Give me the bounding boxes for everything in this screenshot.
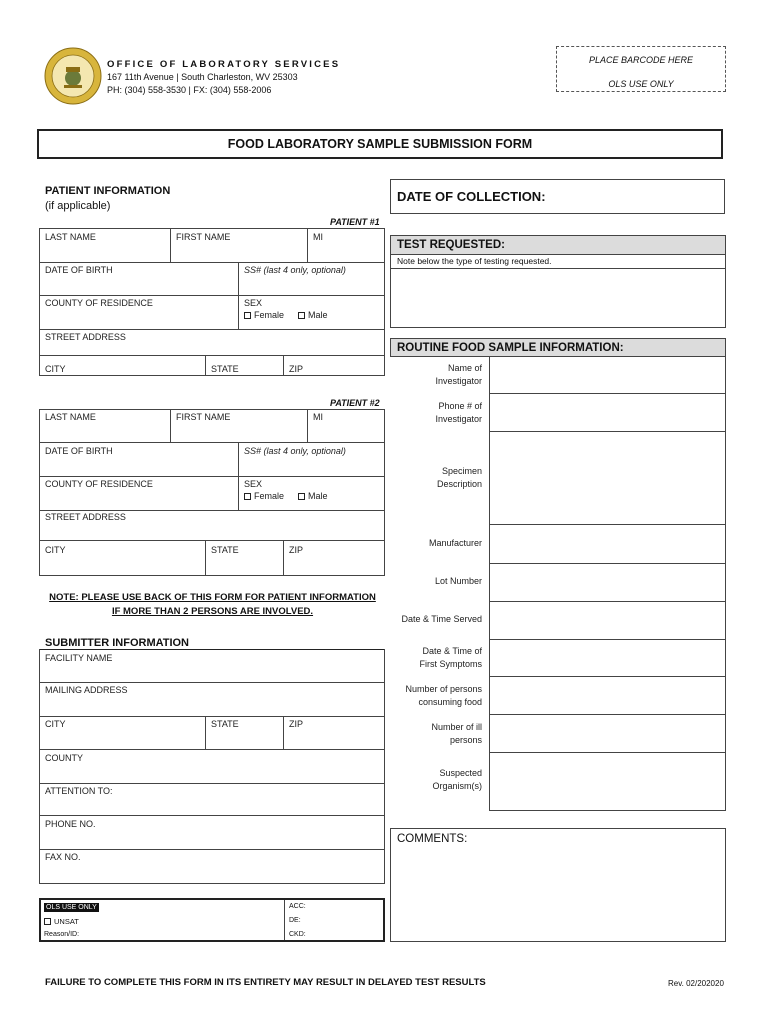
submitter-heading: SUBMITTER INFORMATION (45, 637, 190, 649)
p1-street-field[interactable]: STREET ADDRESS (45, 332, 126, 342)
reason-id-field[interactable]: Reason/ID: (44, 931, 80, 938)
comments-label: COMMENTS: (397, 833, 468, 845)
routine-heading: ROUTINE FOOD SAMPLE INFORMATION: (390, 338, 726, 357)
p2-street-field[interactable]: STREET ADDRESS (45, 512, 126, 522)
barcode-sub: OLS USE ONLY (608, 79, 674, 89)
test-requested-heading: TEST REQUESTED: (390, 235, 726, 255)
form-title: FOOD LABORATORY SAMPLE SUBMISSION FORM (227, 137, 533, 151)
office-name: OFFICE OF LABORATORY SERVICES (107, 59, 341, 70)
submitter-zip-field[interactable]: ZIP (289, 719, 304, 729)
facility-name-field[interactable]: FACILITY NAME (45, 653, 113, 663)
p2-mi-field[interactable]: MI (313, 412, 323, 422)
routine-label-organisms: Suspected Organism(s) (432, 768, 482, 791)
p1-city-field[interactable]: CITY (45, 364, 66, 374)
routine-grid (489, 356, 726, 811)
routine-label-investigator-name: Name of Investigator (435, 363, 482, 386)
test-requested-box[interactable] (390, 254, 726, 328)
p1-dob-field[interactable]: DATE OF BIRTH (45, 265, 113, 275)
p1-male-checkbox[interactable]: Male (298, 310, 328, 320)
office-phone-fax: PH: (304) 558-3530 | FX: (304) 558-2006 (107, 85, 272, 95)
revision-label: Rev. 02/202020 (668, 979, 724, 988)
p2-last-name-field[interactable]: LAST NAME (45, 412, 96, 422)
patient1-label: PATIENT #1 (330, 217, 380, 227)
unsat-checkbox[interactable]: UNSAT (44, 917, 79, 926)
p2-first-name-field[interactable]: FIRST NAME (176, 412, 231, 422)
submitter-county-field[interactable]: COUNTY (45, 753, 83, 763)
attention-to-field[interactable]: ATTENTION TO: (45, 786, 113, 796)
p1-state-field[interactable]: STATE (211, 364, 239, 374)
date-of-collection-box[interactable] (390, 179, 725, 214)
barcode-box (556, 46, 726, 92)
barcode-label: PLACE BARCODE HERE (588, 55, 694, 65)
routine-label-specimen: Specimen Description (436, 466, 482, 489)
p1-mi-field[interactable]: MI (313, 232, 323, 242)
p1-last-name-field[interactable]: LAST NAME (45, 232, 96, 242)
date-of-collection-label: DATE OF COLLECTION: (397, 189, 546, 204)
routine-label-first-symptoms: Date & Time of First Symptoms (419, 646, 482, 669)
phone-no-field[interactable]: PHONE NO. (45, 819, 96, 829)
p1-zip-field[interactable]: ZIP (289, 364, 304, 374)
submitter-city-field[interactable]: CITY (45, 719, 66, 729)
p2-zip-field[interactable]: ZIP (289, 545, 304, 555)
p2-state-field[interactable]: STATE (211, 545, 239, 555)
routine-label-investigator-phone: Phone # of Investigator (435, 401, 482, 424)
note-text: NOTE: PLEASE USE BACK OF THIS FORM FOR PATIENT INFORMATION IF MORE THAN 2 PERSONS ARE INVOLVED. (49, 592, 376, 617)
p1-first-name-field[interactable]: FIRST NAME (176, 232, 231, 242)
mailing-address-field[interactable]: MAILING ADDRESS (45, 685, 128, 695)
patient-info-sub: (if applicable) (45, 200, 111, 212)
acc-field[interactable]: ACC: (289, 903, 306, 910)
p1-county-field[interactable]: COUNTY OF RESIDENCE (45, 298, 153, 308)
de-field[interactable]: DE: (289, 917, 301, 924)
state-seal (44, 47, 102, 105)
p1-sex-label: SEX (244, 298, 263, 308)
ols-use-only-label: OLS USE ONLY (46, 904, 97, 911)
p2-dob-field[interactable]: DATE OF BIRTH (45, 446, 113, 456)
p2-city-field[interactable]: CITY (45, 545, 66, 555)
ols-use-only-box (39, 898, 385, 942)
routine-label-manufacturer: Manufacturer (428, 538, 482, 548)
fax-no-field[interactable]: FAX NO. (45, 852, 81, 862)
comments-box[interactable] (390, 828, 726, 942)
form-title-box (37, 129, 723, 159)
p1-female-checkbox[interactable]: Female (244, 310, 284, 320)
p2-ss-field[interactable]: SS# (last 4 only, optional) (244, 446, 346, 456)
submitter-state-field[interactable]: STATE (211, 719, 239, 729)
patient2-label: PATIENT #2 (330, 398, 380, 408)
ckd-field[interactable]: CKD: (289, 931, 306, 938)
p2-county-field[interactable]: COUNTY OF RESIDENCE (45, 479, 153, 489)
routine-label-lot-number: Lot Number (434, 576, 482, 586)
patient1-section (39, 228, 385, 376)
p2-female-checkbox[interactable]: Female (244, 491, 284, 501)
submitter-section (39, 649, 385, 884)
p2-sex-label: SEX (244, 479, 263, 489)
patient-info-heading: PATIENT INFORMATION (45, 185, 171, 197)
office-address: 167 11th Avenue | South Charleston, WV 25303 (107, 72, 298, 82)
footer-warning: FAILURE TO COMPLETE THIS FORM IN ITS ENTIRETY MAY RESULT IN DELAYED TEST RESULTS (45, 977, 486, 988)
routine-label-ill-persons: Number of ill persons (431, 722, 482, 745)
p1-ss-field[interactable]: SS# (last 4 only, optional) (244, 265, 346, 275)
test-requested-note: Note below the type of testing requested. (397, 256, 552, 266)
routine-label-date-served: Date & Time Served (401, 614, 482, 624)
routine-label-persons-consuming: Number of persons consuming food (405, 684, 482, 707)
p2-male-checkbox[interactable]: Male (298, 491, 328, 501)
patient2-section (39, 409, 385, 576)
